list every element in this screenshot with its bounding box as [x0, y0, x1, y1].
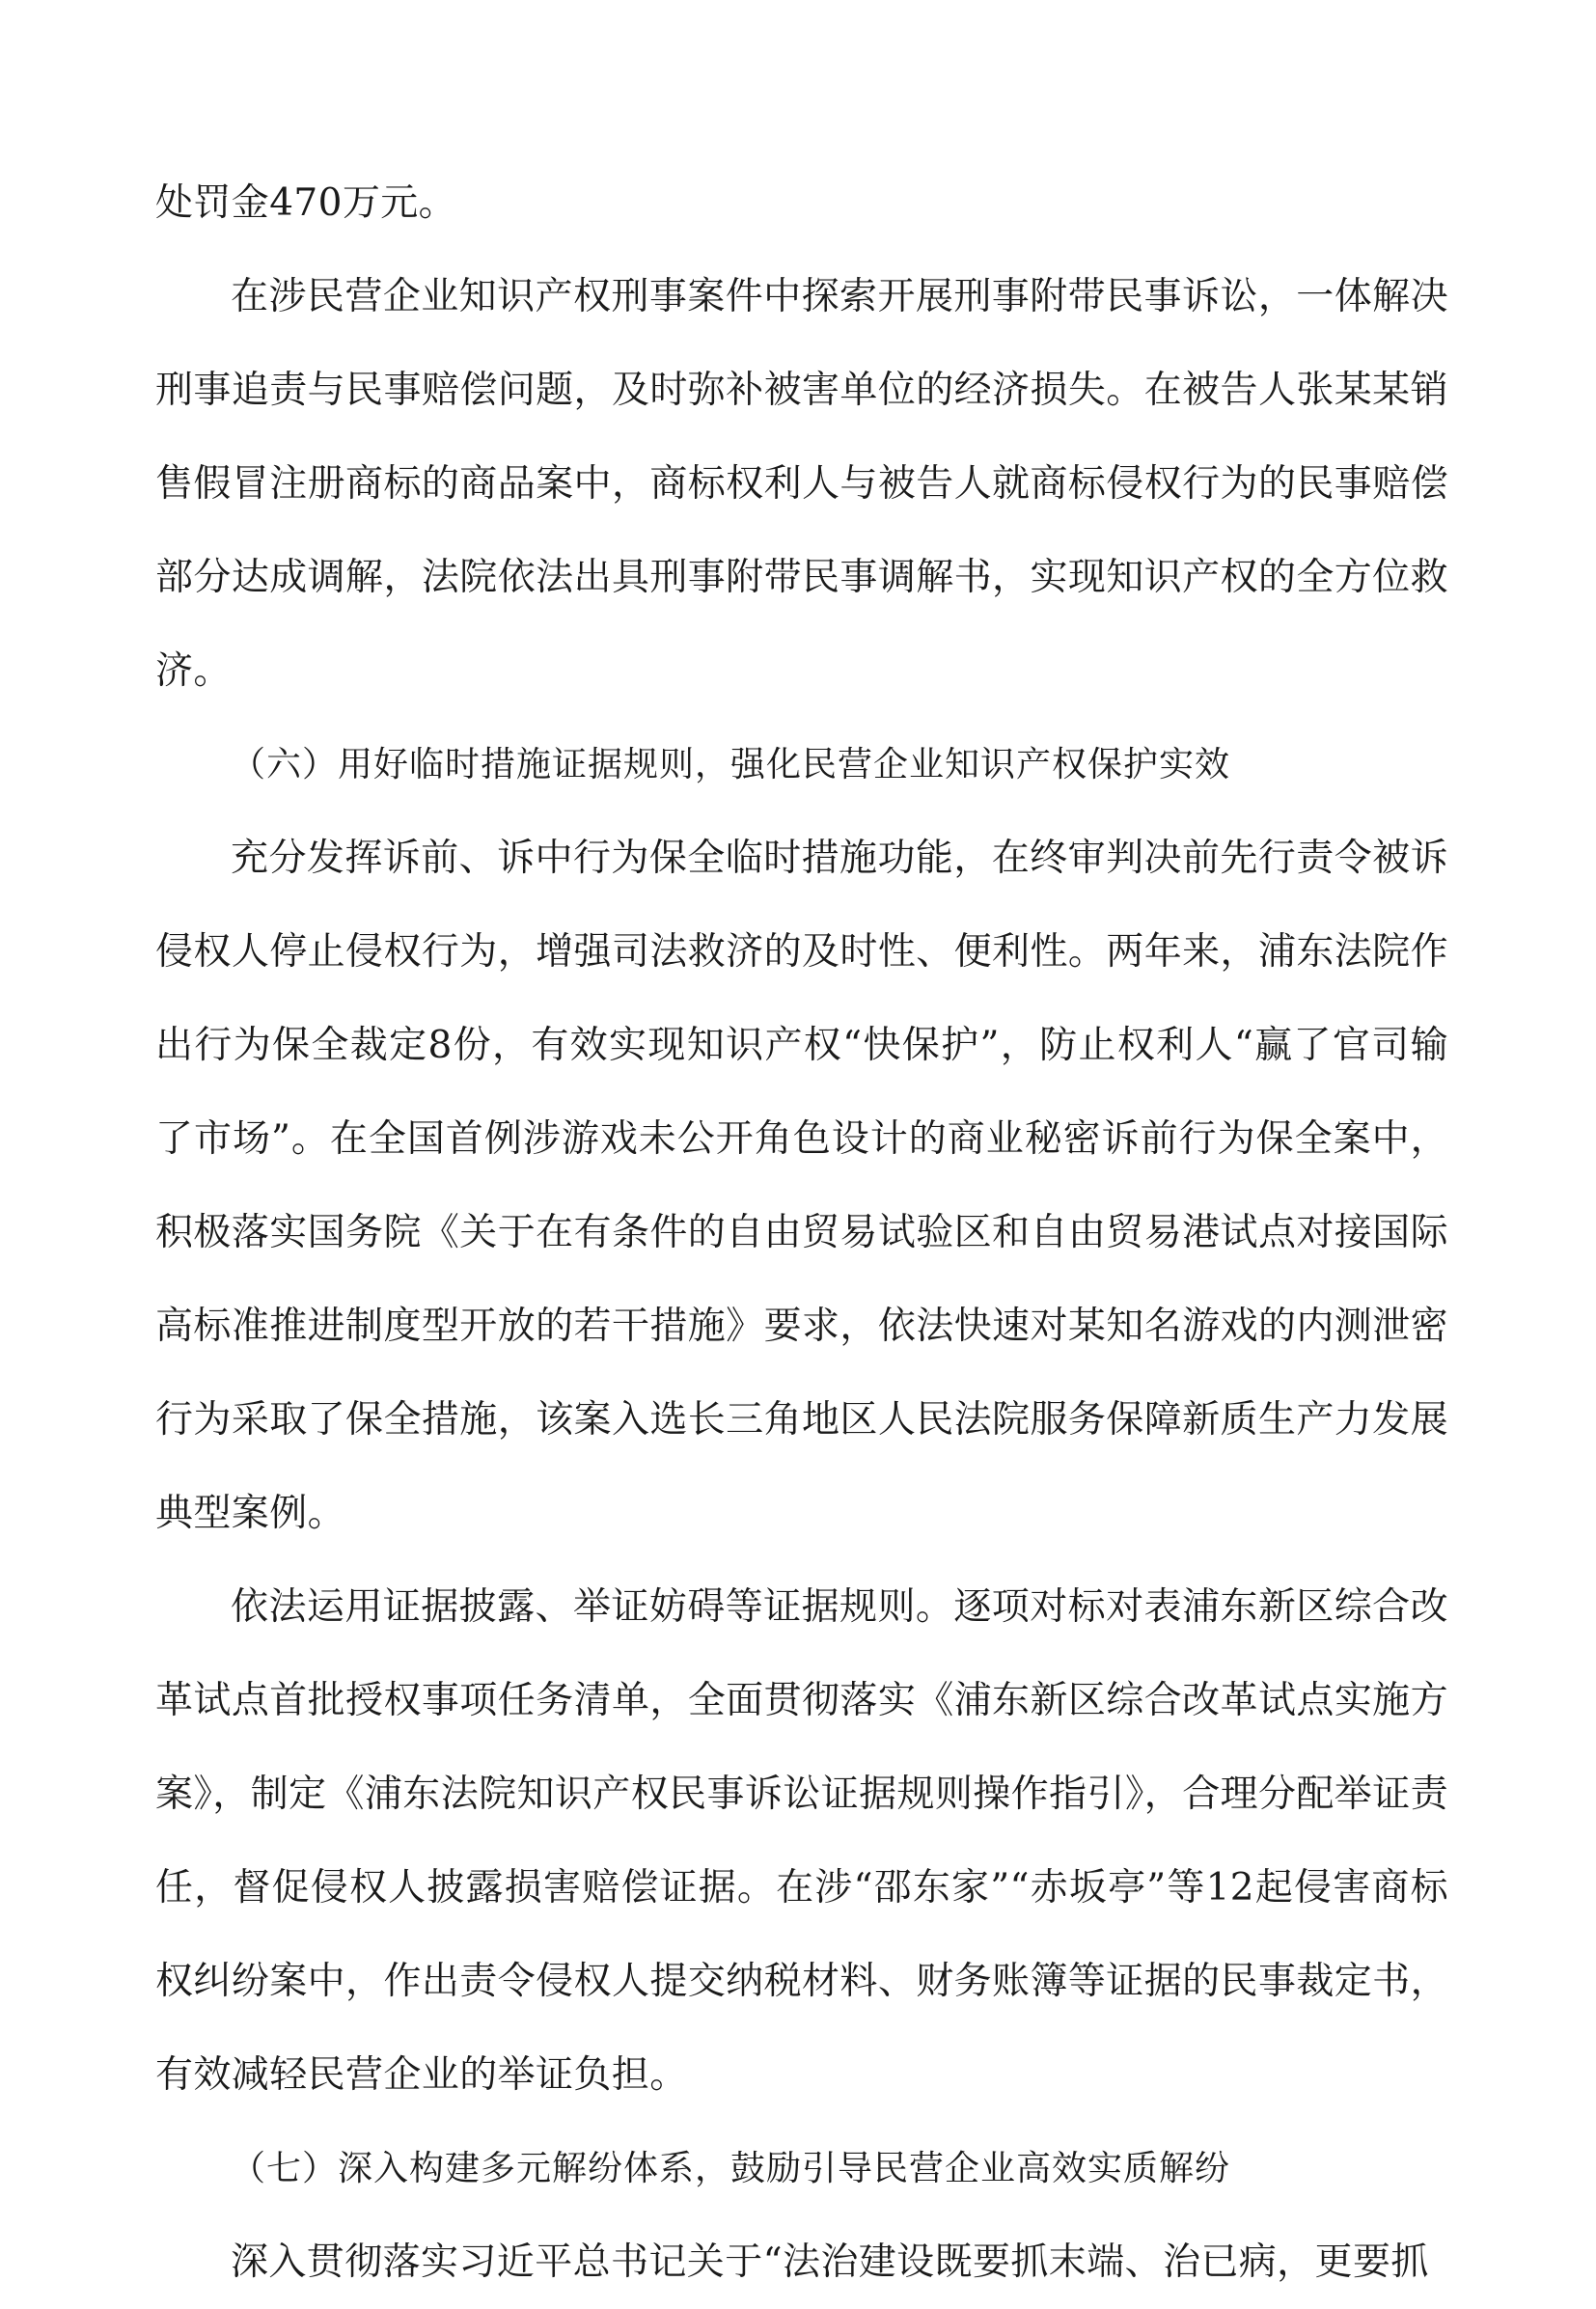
- section-heading-seven: （七）深入构建多元解纷体系，鼓励引导民营企业高效实质解纷: [231, 2149, 1231, 2188]
- paragraph-criminal-civil-litigation: 在涉民营企业知识产权刑事案件中探索开展刑事附带民事诉讼，一体解决刑事追责与民事赔偿问题，及时弥补被害单位的经济损失。在被告人张某某销售假冒注册商标的商品案中，商标权利人与被告人就商标侵权行为的民事赔偿部分达成调解，法院依法出具刑事附带民事调解书，实现知识产权的全方位救济。: [155, 275, 1448, 693]
- paragraph-interim-measures: 充分发挥诉前、诉中行为保全临时措施功能，在终审判决前先行责令被诉侵权人停止侵权行为，增强司法救济的及时性、便利性。两年来，浦东法院作出行为保全裁定8份，有效实现知识产权“快保护”，防止权利人“赢了官司输了市场”。在全国首例涉游戏未公开角色设计的商业秘密诉前行为保全案中，积极落实国务院《关于在有条件的自由贸易试验区和自由贸易港试点对接国际高标准推进制度型开放的若干措施》要求，依法快速对某知名游戏的内测泄密行为采取了保全措施，该案入选长三角地区人民法院服务保障新质生产力发展典型案例。: [155, 837, 1448, 1535]
- section-heading-six: （六）用好临时措施证据规则，强化民营企业知识产权保护实效: [231, 745, 1231, 784]
- paragraph-dispute-resolution: 深入贯彻落实习近平总书记关于“法治建设既要抓末端、治已病，更要抓: [231, 2240, 1429, 2284]
- document-body: [155, 156, 1448, 2309]
- paragraph-evidence-rules: 依法运用证据披露、举证妨碍等证据规则。逐项对标对表浦东新区综合改革试点首批授权事项任务清单，全面贯彻落实《浦东新区综合改革试点实施方案》，制定《浦东法院知识产权民事诉讼证据规则操作指引》，合理分配举证责任，督促侵权人披露损害赔偿证据。在涉“邵东家”“赤坂亭”等12起侵害商标权纠纷案中，作出责令侵权人提交纳税材料、财务账簿等证据的民事裁定书，有效减轻民营企业的举证负担。: [155, 1585, 1449, 2097]
- paragraph-fine-amount: 处罚金470万元。: [155, 181, 457, 225]
